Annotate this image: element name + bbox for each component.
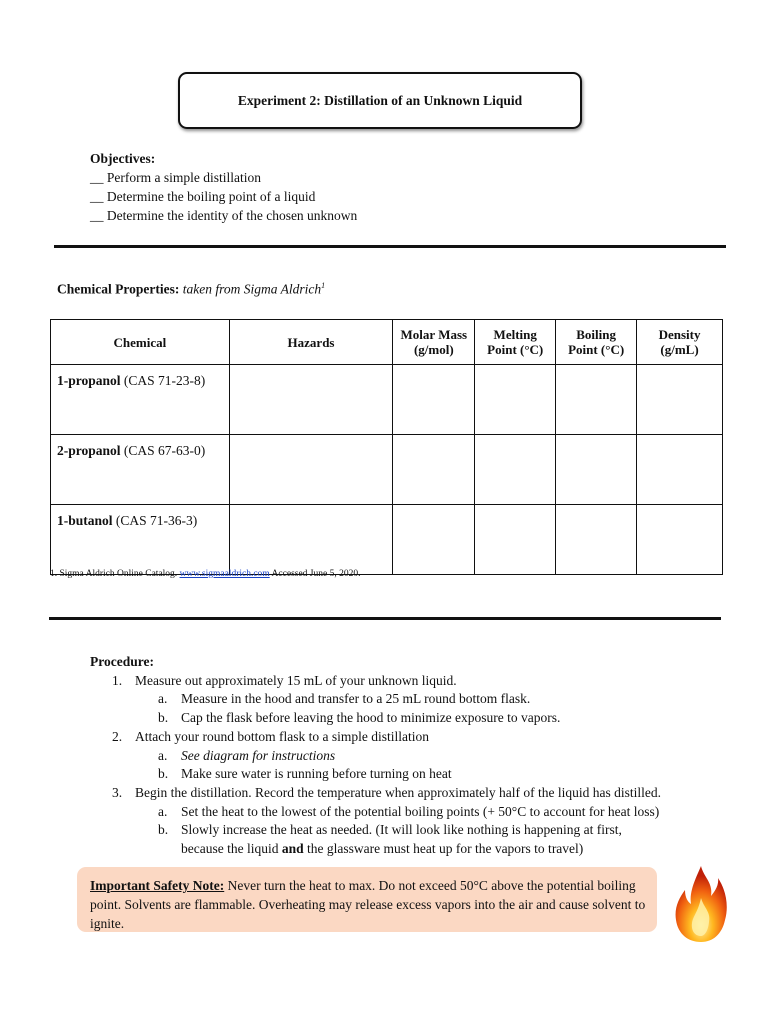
boiling-point-cell[interactable]	[556, 505, 637, 575]
molar-mass-cell[interactable]	[393, 505, 475, 575]
procedure-step: 1. Measure out approximately 15 mL of your unknown liquid.	[112, 672, 457, 688]
safety-note-text: Never turn the heat to max. Do not exceed 50°C above the potential boiling point. Solvents are flammable. Overheating may release excess vapors into the air and cause solvent to ignite.	[90, 878, 646, 931]
header-molar-mass: Molar Mass (g/mol)	[393, 320, 475, 365]
procedure-substep: b. Cap the flask before leaving the hood to minimize exposure to vapors.	[158, 710, 561, 726]
title-box	[178, 72, 582, 129]
objectives-section	[90, 149, 357, 225]
procedure-substep: a. See diagram for instructions	[158, 747, 336, 763]
header-melting-point: Melting Point (°C)	[475, 320, 556, 365]
objective-item: __ Determine the identity of the chosen unknown	[90, 208, 358, 223]
header-density: Density (g/mL)	[637, 320, 723, 365]
sigma-aldrich-link[interactable]: www.sigmaaldrich.com	[179, 569, 270, 579]
chemical-properties-heading	[57, 281, 325, 298]
procedure-substep: b. Make sure water is running before turning on heat	[158, 766, 452, 782]
density-cell[interactable]	[637, 365, 723, 435]
procedure-substep-continuation: because the liquid and the glassware must heat up for the vapors to travel)	[181, 841, 584, 857]
melting-point-cell[interactable]	[475, 365, 556, 435]
procedure-section	[90, 653, 661, 859]
molar-mass-cell[interactable]	[393, 435, 475, 505]
footnote-marker: 1	[321, 281, 326, 290]
procedure-step: 3. Begin the distillation. Record the temperature when approximately half of the liquid has distilled.	[112, 784, 661, 800]
footnote: 1. Sigma Aldrich Online Catalog. www.sigmaaldrich.com Accessed June 5, 2020.	[50, 569, 361, 579]
melting-point-cell[interactable]	[475, 435, 556, 505]
chemical-properties-table	[50, 319, 723, 575]
boiling-point-cell[interactable]	[556, 435, 637, 505]
procedure-substep: b. Slowly increase the heat as needed. (It will look like nothing is happening at first,	[158, 822, 622, 838]
hazards-cell[interactable]	[229, 435, 393, 505]
melting-point-cell[interactable]	[475, 505, 556, 575]
header-chemical: Chemical	[51, 320, 230, 365]
table-row	[51, 505, 723, 575]
table-row	[51, 365, 723, 435]
table-header-row	[51, 320, 723, 365]
chemical-properties-label: Chemical Properties:	[57, 281, 180, 297]
procedure-step: 2. Attach your round bottom flask to a simple distillation	[112, 728, 429, 744]
hazards-cell[interactable]	[229, 365, 393, 435]
boiling-point-cell[interactable]	[556, 365, 637, 435]
table-row	[51, 435, 723, 505]
header-hazards: Hazards	[229, 320, 393, 365]
hazards-cell[interactable]	[229, 505, 393, 575]
fire-icon	[673, 862, 729, 944]
divider	[54, 245, 726, 248]
header-boiling-point: Boiling Point (°C)	[556, 320, 637, 365]
chemical-properties-source: taken from Sigma Aldrich	[182, 281, 322, 297]
chemical-cell: 1-propanol (CAS 71-23-8)	[51, 365, 230, 435]
divider	[49, 617, 721, 620]
density-cell[interactable]	[637, 505, 723, 575]
procedure-substep: a. Measure in the hood and transfer to a 25 mL round bottom flask.	[158, 691, 531, 707]
page-title: Experiment 2: Distillation of an Unknown Liquid	[237, 92, 523, 108]
procedure-heading: Procedure:	[90, 654, 154, 669]
objectives-heading: Objectives:	[90, 151, 156, 166]
safety-note	[77, 867, 657, 932]
molar-mass-cell[interactable]	[393, 365, 475, 435]
procedure-substep: a. Set the heat to the lowest of the potential boiling points (+ 50°C to account for heat loss)	[158, 803, 660, 819]
chemical-cell: 1-butanol (CAS 71-36-3)	[51, 505, 230, 575]
objective-item: __ Perform a simple distillation	[90, 170, 261, 185]
safety-note-label: Important Safety Note:	[90, 878, 225, 893]
chemical-cell: 2-propanol (CAS 67-63-0)	[51, 435, 230, 505]
objective-item: __ Determine the boiling point of a liquid	[90, 189, 316, 204]
density-cell[interactable]	[637, 435, 723, 505]
